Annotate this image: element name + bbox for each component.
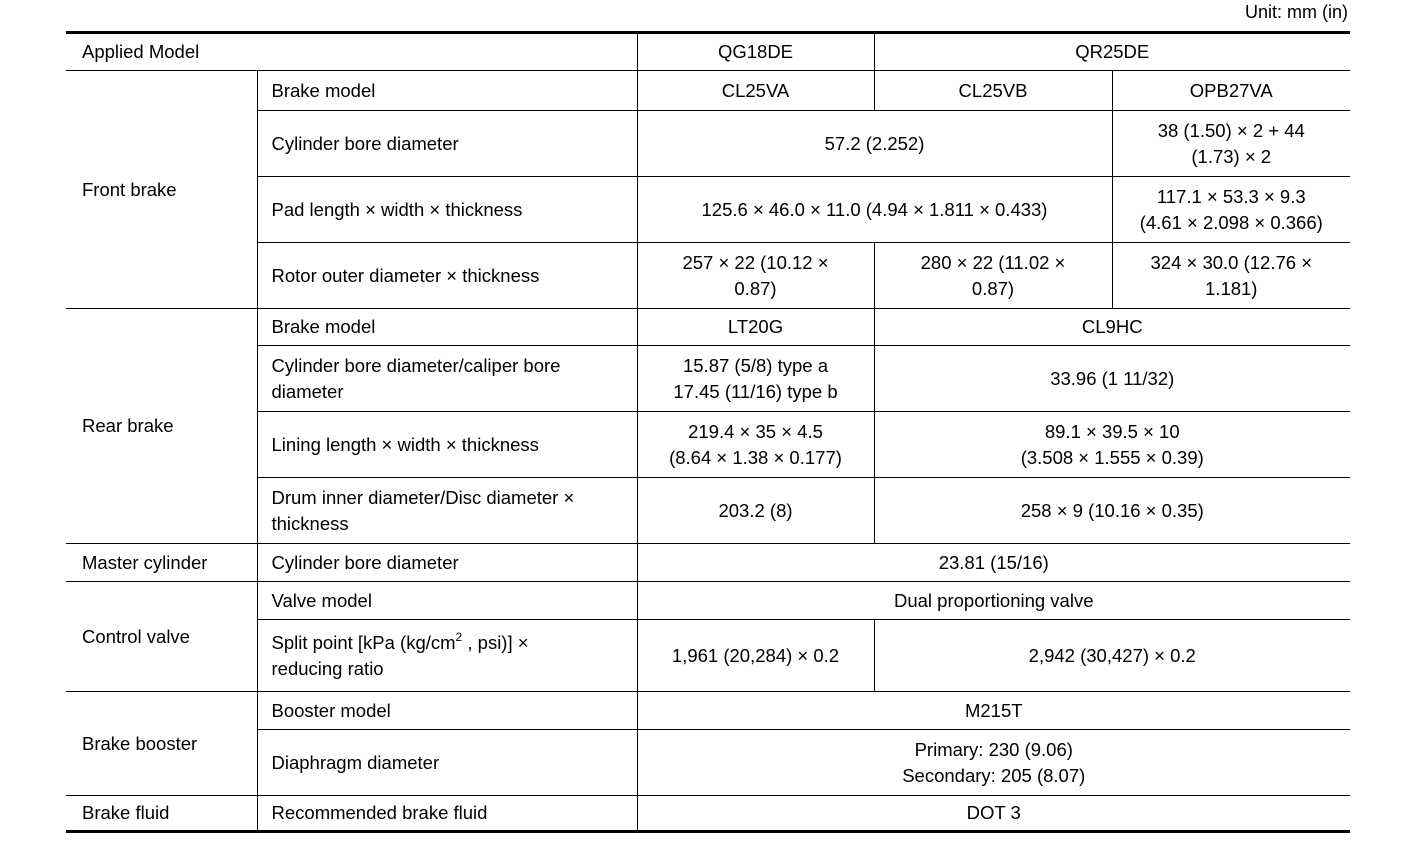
table-row [66, 620, 1350, 692]
table-cell: 1,961 (20,284) × 0.2 [637, 620, 874, 692]
table-cell: 125.6 × 46.0 × 11.0 (4.94 × 1.811 × 0.433) [637, 177, 1112, 243]
table-cell [874, 412, 1350, 478]
cell-line: 324 × 30.0 (12.76 × [1150, 251, 1312, 273]
table-cell [637, 346, 874, 412]
row-label: Diaphragm diameter [257, 730, 637, 796]
label-part: Split point [kPa (kg/cm [271, 631, 456, 653]
table-row [66, 544, 1350, 582]
table-cell [637, 412, 874, 478]
superscript: 2 [455, 629, 463, 644]
table-row [66, 111, 1350, 177]
cell-line: 117.1 × 53.3 × 9.3 [1156, 185, 1306, 207]
table-cell [874, 243, 1112, 309]
table-cell: CL9HC [874, 309, 1350, 346]
cell-line: 0.87) [971, 277, 1015, 299]
cell-line: Secondary: 205 (8.07) [902, 764, 1086, 786]
table-cell: LT20G [637, 309, 874, 346]
cell-line: 257 × 22 (10.12 × [682, 251, 829, 273]
cell-line: 280 × 22 (11.02 × [920, 251, 1066, 273]
table-cell [637, 243, 874, 309]
table-cell: CL25VB [874, 71, 1112, 111]
table-row [66, 692, 1350, 730]
row-label: Lining length × width × thickness [257, 412, 637, 478]
label-line [272, 630, 631, 656]
cell-line: 219.4 × 35 × 4.5 [688, 420, 823, 442]
table-row [66, 346, 1350, 412]
row-label: Recommended brake fluid [257, 796, 637, 832]
group-control-valve: Control valve [66, 582, 257, 692]
cell-line: (3.508 × 1.555 × 0.39) [1020, 446, 1204, 468]
table-row [66, 243, 1350, 309]
cell-line: (4.61 × 2.098 × 0.366) [1139, 211, 1323, 233]
table-cell: 258 × 9 (10.16 × 0.35) [874, 478, 1350, 544]
cell-line: 89.1 × 39.5 × 10 [1044, 420, 1180, 442]
table-row [66, 730, 1350, 796]
row-label: Valve model [257, 582, 637, 620]
brake-spec-table [66, 31, 1350, 833]
cell-line: 0.87) [734, 277, 777, 299]
cell-line: 1.181) [1205, 277, 1258, 299]
row-label: Booster model [257, 692, 637, 730]
row-label [257, 620, 637, 692]
model-qr25de-header: QR25DE [874, 33, 1350, 71]
table-row [66, 177, 1350, 243]
table-cell: 203.2 (8) [637, 478, 874, 544]
table-row [66, 582, 1350, 620]
cell-line: 17.45 (11/16) type b [673, 380, 838, 402]
row-label: Cylinder bore diameter [257, 544, 637, 582]
label-line: reducing ratio [271, 657, 384, 679]
group-master-cylinder: Master cylinder [66, 544, 257, 582]
row-label: Brake model [257, 309, 637, 346]
row-label: Rotor outer diameter × thickness [257, 243, 637, 309]
table-cell: 57.2 (2.252) [637, 111, 1112, 177]
cell-line: (1.73) × 2 [1191, 145, 1272, 167]
applied-model-header: Applied Model [66, 33, 637, 71]
table-cell [1112, 111, 1350, 177]
row-label: Cylinder bore diameter [257, 111, 637, 177]
group-rear-brake: Rear brake [66, 309, 257, 544]
table-cell [637, 730, 1350, 796]
unit-note: Unit: mm (in) [1245, 2, 1348, 22]
table-cell [1112, 243, 1350, 309]
row-label [257, 478, 637, 544]
table-cell: CL25VA [637, 71, 874, 111]
table-row [66, 478, 1350, 544]
table-row [66, 796, 1350, 832]
table-cell: Dual proportioning valve [637, 582, 1350, 620]
row-label [257, 346, 637, 412]
model-qg18de-header: QG18DE [637, 33, 874, 71]
table-cell: M215T [637, 692, 1350, 730]
cell-line: Primary: 230 (9.06) [914, 738, 1073, 760]
table-row [66, 71, 1350, 111]
label-part: , psi)] × [462, 631, 529, 653]
row-label: Brake model [257, 71, 637, 111]
row-label: Pad length × width × thickness [257, 177, 637, 243]
table-row-header [66, 33, 1350, 71]
table-cell: DOT 3 [637, 796, 1350, 832]
label-line: Cylinder bore diameter/caliper bore [271, 354, 561, 376]
table-cell: 23.81 (15/16) [637, 544, 1350, 582]
table-cell: 2,942 (30,427) × 0.2 [874, 620, 1350, 692]
table-row [66, 309, 1350, 346]
cell-line: 15.87 (5/8) type a [682, 354, 828, 376]
label-line: diameter [271, 380, 344, 402]
cell-line: 38 (1.50) × 2 + 44 [1157, 119, 1305, 141]
group-front-brake: Front brake [66, 71, 257, 309]
label-line: thickness [271, 512, 349, 534]
table-row [66, 412, 1350, 478]
group-brake-booster: Brake booster [66, 692, 257, 796]
group-brake-fluid: Brake fluid [66, 796, 257, 832]
table-cell: 33.96 (1 11/32) [874, 346, 1350, 412]
table-cell [1112, 177, 1350, 243]
label-line: Drum inner diameter/Disc diameter × [271, 486, 575, 508]
table-cell: OPB27VA [1112, 71, 1350, 111]
cell-line: (8.64 × 1.38 × 0.177) [669, 446, 842, 468]
